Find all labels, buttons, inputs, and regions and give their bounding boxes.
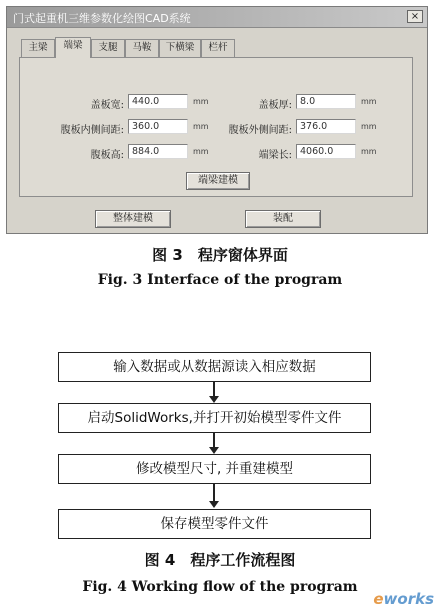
window-titlebar xyxy=(7,7,427,28)
flow-arrow-3-head xyxy=(209,501,219,508)
flow-step-modify-model: 修改模型尺寸, 并重建模型 xyxy=(58,454,371,484)
end-girder-panel xyxy=(19,57,413,197)
tab-main-girder[interactable]: 主梁 xyxy=(21,39,55,57)
flow-step-save-part: 保存模型零件文件 xyxy=(58,509,371,539)
overall-model-button[interactable]: 整体建模 xyxy=(95,210,171,228)
close-button[interactable]: × xyxy=(407,10,423,23)
cover-thickness-input[interactable]: 8.0 xyxy=(296,94,356,109)
flow-step-launch-solidworks: 启动SolidWorks,并打开初始模型零件文件 xyxy=(58,403,371,433)
flow-arrow-1-head xyxy=(209,396,219,403)
cover-thickness-label: 盖板厚: xyxy=(258,100,292,111)
web-inner-spacing-label: 腹板内侧间距: xyxy=(60,125,124,136)
fig3-caption-cn: 图 3 程序窗体界面 xyxy=(152,246,288,264)
cover-width-label: 盖板宽: xyxy=(90,100,124,111)
end-girder-length-label: 端梁长: xyxy=(258,150,292,161)
web-inner-spacing-unit: mm xyxy=(193,122,209,131)
web-inner-spacing-input[interactable]: 360.0 xyxy=(128,119,188,134)
flow-arrow-2-head xyxy=(209,447,219,454)
cover-width-input[interactable]: 440.0 xyxy=(128,94,188,109)
tab-lower-crossbeam[interactable]: 下横梁 xyxy=(159,39,201,57)
fig3-caption-en: Fig. 3 Interface of the program xyxy=(97,272,343,288)
cover-width-unit: mm xyxy=(193,97,209,106)
fig4-caption-en: Fig. 4 Working flow of the program xyxy=(82,579,358,595)
window-title: 门式起重机三维参数化绘图CAD系统 xyxy=(13,12,191,25)
web-outer-spacing-input[interactable]: 376.0 xyxy=(296,119,356,134)
web-height-label: 腹板高: xyxy=(90,150,124,161)
web-outer-spacing-unit: mm xyxy=(361,122,377,131)
tab-end-girder[interactable]: 端梁 xyxy=(55,37,91,58)
tab-railing[interactable]: 栏杆 xyxy=(201,39,235,57)
web-outer-spacing-label: 腹板外侧间距: xyxy=(228,125,292,136)
end-girder-model-button[interactable]: 端梁建模 xyxy=(186,172,250,190)
tab-leg[interactable]: 支腿 xyxy=(91,39,125,57)
end-girder-length-unit: mm xyxy=(361,147,377,156)
program-window xyxy=(6,6,428,234)
web-height-unit: mm xyxy=(193,147,209,156)
eworks-watermark-logo: eworks xyxy=(373,590,434,608)
assemble-button[interactable]: 装配 xyxy=(245,210,321,228)
fig4-caption-cn: 图 4 程序工作流程图 xyxy=(144,551,296,569)
tab-saddle[interactable]: 马鞍 xyxy=(125,39,159,57)
web-height-input[interactable]: 884.0 xyxy=(128,144,188,159)
end-girder-length-input[interactable]: 4060.0 xyxy=(296,144,356,159)
flow-step-input-data: 输入数据或从数据源读入相应数据 xyxy=(58,352,371,382)
cover-thickness-unit: mm xyxy=(361,97,377,106)
